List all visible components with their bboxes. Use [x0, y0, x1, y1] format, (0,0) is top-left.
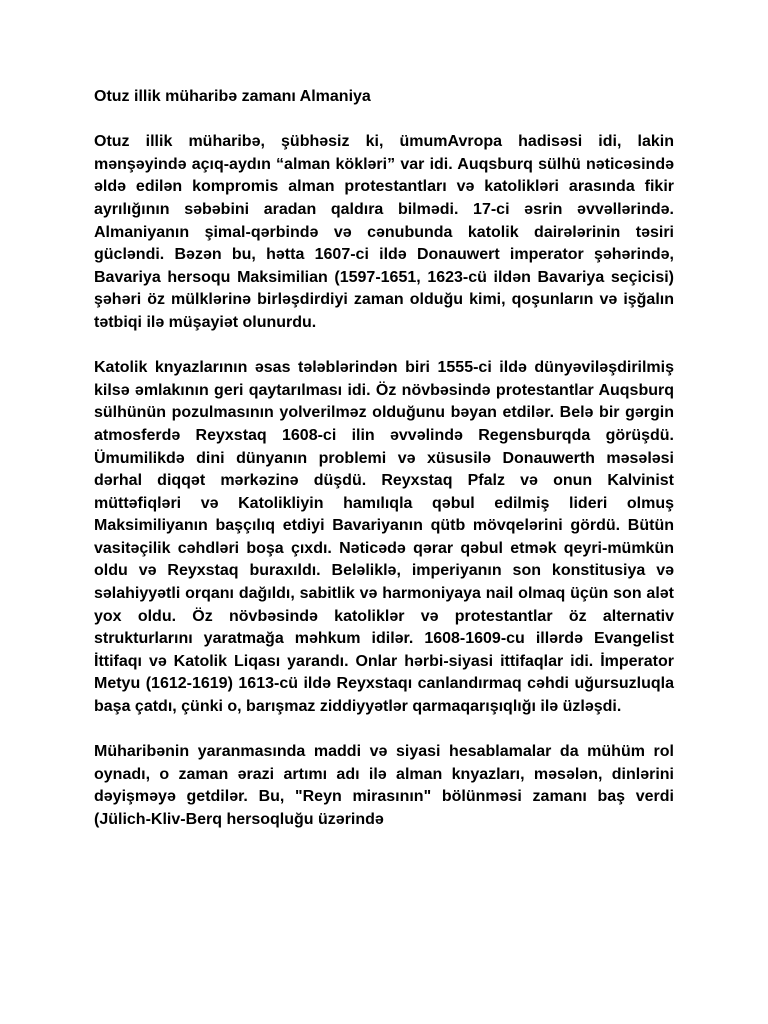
paragraph-3: Müharibənin yaranmasında maddi və siyasi hesablamalar da mühüm rol oynadı, o zaman ərazi artımı adı ilə alman knyazları, məsələn, dinlərini dəyişməyə getdilər. Bu, "Reyn mirasının" bölünməsi zamanı baş verdi (Jülich-Kliv-Berq hersoqluğu üzərində: [94, 743, 674, 828]
document-title: Otuz illik müharibə zamanı Almaniya: [94, 88, 371, 105]
paragraph-1: Otuz illik müharibə, şübhəsiz ki, ümumAvropa hadisəsi idi, lakin mənşəyində açıq-aydın “alman kökləri” var idi. Auqsburq sülhü nəticəsində əldə edilən kompromis alman protestantları və katolikləri arasında fikir ayrılığının səbəbini aradan qaldıra bilmədi. 17-ci əsrin əvvəllərində. Almaniyanın şimal-qərbində və cənubunda katolik dairələrinin təsiri gücləndi. Bəzən bu, hətta 1607-ci ildə Donauwert imperator şəhərində, Bavariya hersoqu Maksimilian (1597-1651, 1623-cü ildən Bavariya seçicisi) şəhəri öz mülklərinə birləşdirdiyi zaman olduğu kimi, qoşunların və işğalın tətbiqi ilə müşayiət olunurdu.: [94, 133, 674, 331]
paragraph-2: Katolik knyazlarının əsas tələblərindən biri 1555-ci ildə dünyəviləşdirilmiş kilsə əmlakının geri qaytarılması idi. Öz növbəsində protestantlar Auqsburq sülhünün pozulmasının yolverilməz olduğunu bəyan etdilər. Belə bir gərgin atmosferdə Reyxstaq 1608-ci ilin əvvəlində Regensburqda görüşdü. Ümumilikdə dini dünyanın problemi və xüsusilə Donauwerth məsələsi dərhal diqqət mərkəzinə düşdü. Reyxstaq Pfalz və onun Kalvinist müttəfiqləri və Katolikliyin hamılıqla qəbul edilmiş lideri olmuş Maksimiliyanın başçılıq etdiyi Bavariyanın qütb mövqelərini gördü. Bütün vasitəçilik cəhdləri boşa çıxdı. Nəticədə qərar qəbul etmək qeyri-mümkün oldu və Reyxstaq buraxıldı. Beləliklə, imperiyanın son konstitusiya və səlahiyyətli orqanı dağıldı, sabitlik və harmoniyaya nail olmaq üçün son alət yox oldu. Öz növbəsində katoliklər və protestantlar öz alternativ strukturlarını yaratmağa məhkum idilər. 1608-1609-cu illərdə Evangelist İttifaqı və Katolik Liqası yarandı. Onlar hərbi-siyasi ittifaqlar idi. İmperator Metyu (1612-1619) 1613-cü ildə Reyxstaqı canlandırmaq cəhdi uğursuzluqla başa çatdı, çünki o, barışmaz ziddiyyətlər qarmaqarışıqlığı ilə üzləşdi.: [94, 359, 674, 716]
spacer: [94, 109, 674, 132]
document-page: [94, 86, 674, 832]
spacer: [94, 719, 674, 742]
spacer: [94, 335, 674, 358]
